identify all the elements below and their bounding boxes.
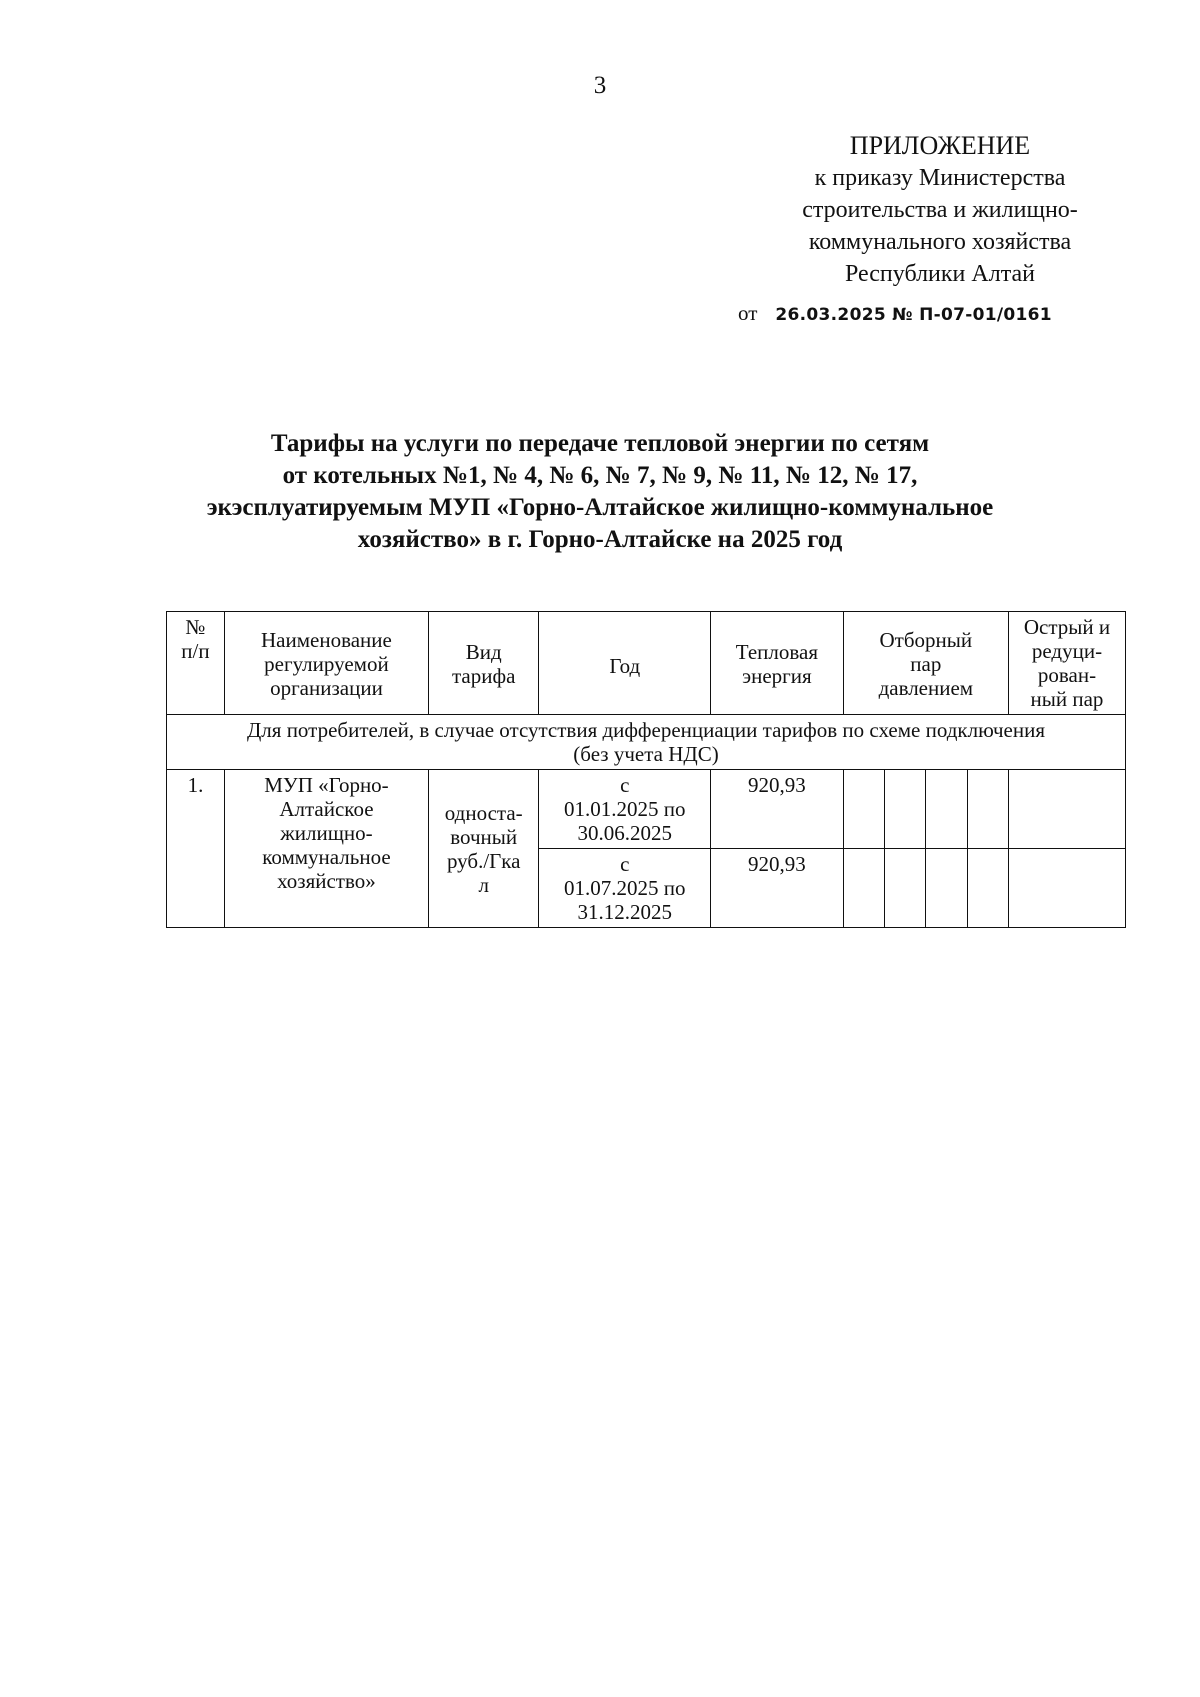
table-header-row	[167, 612, 1126, 715]
tariffs-table	[166, 611, 1126, 928]
document-title	[100, 428, 1100, 556]
appendix-block	[760, 130, 1120, 290]
order-date-number: 26.03.2025 № П-07-01/0161	[775, 305, 1052, 325]
steam-subcell	[967, 849, 1008, 928]
steam-subcell	[843, 770, 884, 849]
title-line: экэсплуатируемым МУП «Горно-Алтайское жилищно-коммунальное	[206, 494, 994, 521]
header-org: Наименование регулируемой организации	[224, 612, 428, 715]
row-period: с 01.07.2025 по 31.12.2025	[539, 849, 711, 928]
header-sharp: Острый и редуци- рован- ный пар	[1008, 612, 1125, 715]
row-type: односта- вочный руб./Гка л	[428, 770, 538, 928]
appendix-line: строительства и жилищно-	[802, 197, 1078, 223]
steam-subcell	[967, 770, 1008, 849]
table-row	[167, 770, 1126, 849]
sharp-steam-cell	[1008, 849, 1125, 928]
title-line: хозяйство» в г. Горно-Алтайске на 2025 год	[357, 526, 843, 553]
appendix-line: к приказу Министерства	[814, 165, 1066, 191]
steam-subcell	[926, 849, 967, 928]
steam-subcell	[885, 770, 926, 849]
row-heat-value: 920,93	[711, 849, 844, 928]
header-heat: Тепловая энергия	[711, 612, 844, 715]
sharp-steam-cell	[1008, 770, 1125, 849]
steam-subcell	[885, 849, 926, 928]
header-num: № п/п	[167, 612, 225, 715]
header-type: Вид тарифа	[428, 612, 538, 715]
header-steam: Отборный пар давлением	[843, 612, 1008, 715]
row-org: МУП «Горно- Алтайское жилищно- коммунальное хозяйство»	[224, 770, 428, 928]
row-period: с 01.01.2025 по 30.06.2025	[539, 770, 711, 849]
steam-subcell	[843, 849, 884, 928]
row-num: 1.	[167, 770, 225, 928]
appendix-heading: ПРИЛОЖЕНИЕ	[849, 131, 1031, 160]
section-row	[167, 715, 1126, 770]
header-year: Год	[539, 612, 711, 715]
title-line: от котельных №1, № 4, № 6, № 7, № 9, № 11, № 12, № 17,	[282, 462, 918, 489]
steam-subcell	[926, 770, 967, 849]
order-date-prefix: от	[738, 301, 758, 325]
appendix-line: коммунального хозяйства	[808, 229, 1072, 255]
title-line: Тарифы на услуги по передаче тепловой энергии по сетям	[270, 430, 930, 457]
page-number: 3	[593, 72, 607, 99]
section-caption: Для потребителей, в случае отсутствия дифференциации тарифов по схеме подключения (без учета НДС)	[167, 715, 1126, 770]
row-heat-value: 920,93	[711, 770, 844, 849]
appendix-line: Республики Алтай	[845, 261, 1035, 287]
order-date-line	[738, 301, 1052, 326]
